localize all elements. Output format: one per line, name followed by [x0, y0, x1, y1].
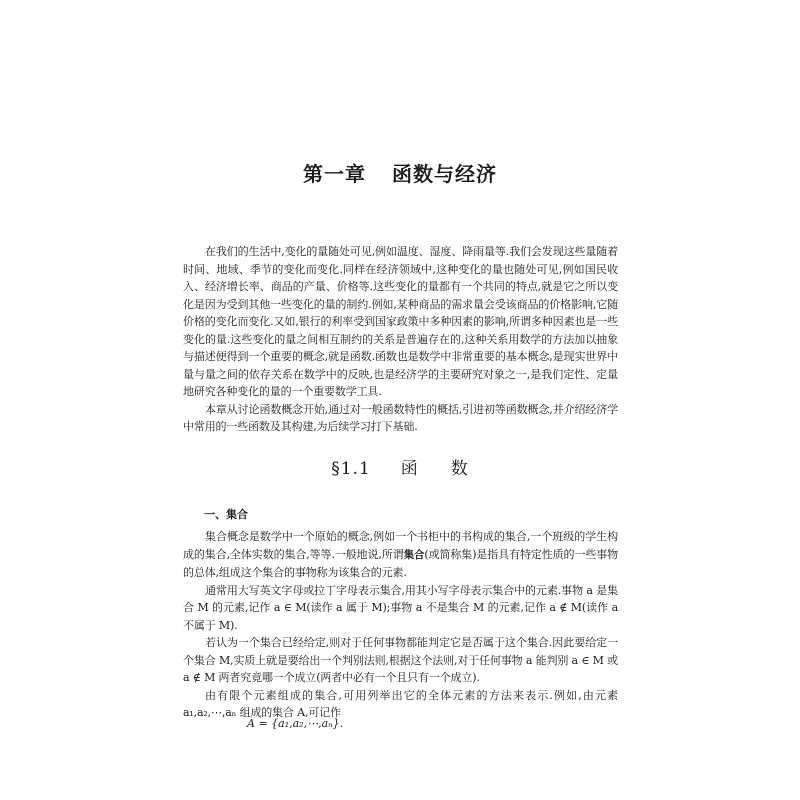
- body-text: 集合概念是数学中一个原始的概念,例如一个书柜中的书构成的集合,一个班级的学生构成的集合,全体实数的集合,等等.一般地说,所谓: [183, 530, 618, 561]
- subsection-title: 一、集合: [204, 508, 248, 521]
- chapter-title: [0, 158, 800, 187]
- body-paragraph: [183, 528, 618, 582]
- intro-paragraph: 本章从讨论函数概念开始,通过对一般函数特性的概括,引进初等函数概念,并介绍经济学中常用的一些函数及其构建,为后续学习打下基础.: [183, 402, 618, 433]
- body-text: 由有限个元素组成的集合,可用列举出它的全体元素的方法来表示.例如,由元素 a₁,a₂,⋯,aₙ 组成的集合 A,可记作: [183, 688, 618, 719]
- set-formula: A = {a₁,a₂,⋯,aₙ}.: [247, 717, 344, 730]
- body-paragraph: [183, 634, 618, 687]
- body-text: 通常用大写英文字母或拉丁字母表示集合,用其小写字母表示集合中的元素.事物 a 是集合 M 的元素,记作 a ∈ M(读作 a 属于 M);事物 a 不是集合 M 的元素,记作 a ∉ M(读作 a 不属于 M).: [183, 583, 618, 632]
- section-body: [183, 528, 618, 722]
- chapter-number: 第一章: [303, 162, 366, 186]
- body-paragraph: [183, 582, 618, 635]
- intro-paragraph: 在我们的生活中,变化的量随处可见,例如温度、湿度、降雨量等.我们会发现这些量随着时间、地域、季节的变化而变化.同样在经济领域中,这种变化的量也随处可见,例如国民收入、经济增长率、商品的产量、价格等.这些变化的量都有一个共同的特点,就是它之所以变化是因为受到其他一些变化的量的制约.例如,某种商品的需求量会受该商品的价格影响,它随价格的变化而变化.又如,银行的利率受到国家政策中多种因素的影响,所谓多种因素也是一些变化的量.这些变化的量之间相互制约的关系是普遍存在的,这种关系用数学的方法加以抽象与描述便得到一个重要的概念,就是函数.函数也是数学中非常重要的基本概念,是现实世界中量与量之间的依存关系在数学中的反映,也是经济学的主要研究对象之一,是我们定性、定量地研究各种变化的量的一个重要数学工具.: [183, 245, 618, 398]
- chapter-intro: [183, 243, 618, 436]
- section-title: [0, 454, 800, 479]
- body-text: (或简称集)是指具有特定性质的一些事物的总体,组成这个集合的事物称为该集合的元素.: [183, 547, 618, 579]
- section-title-char: 函: [400, 459, 419, 479]
- section-title-char: 数: [450, 459, 469, 479]
- section-number: §1.1: [331, 459, 371, 479]
- keyword-bold: 集合: [403, 548, 425, 561]
- chapter-name: 函数与经济: [392, 162, 497, 186]
- body-text: 若认为一个集合已经给定,则对于任何事物都能判定它是否属于这个集合.因此要给定一个集合 M,实质上就是要给出一个判别法则,根据这个法则,对于任何事物 a 能判别 a ∈ M 或 a ∉ M 两者究竟哪一个成立(两者中必有一个且只有一个成立).: [183, 636, 618, 684]
